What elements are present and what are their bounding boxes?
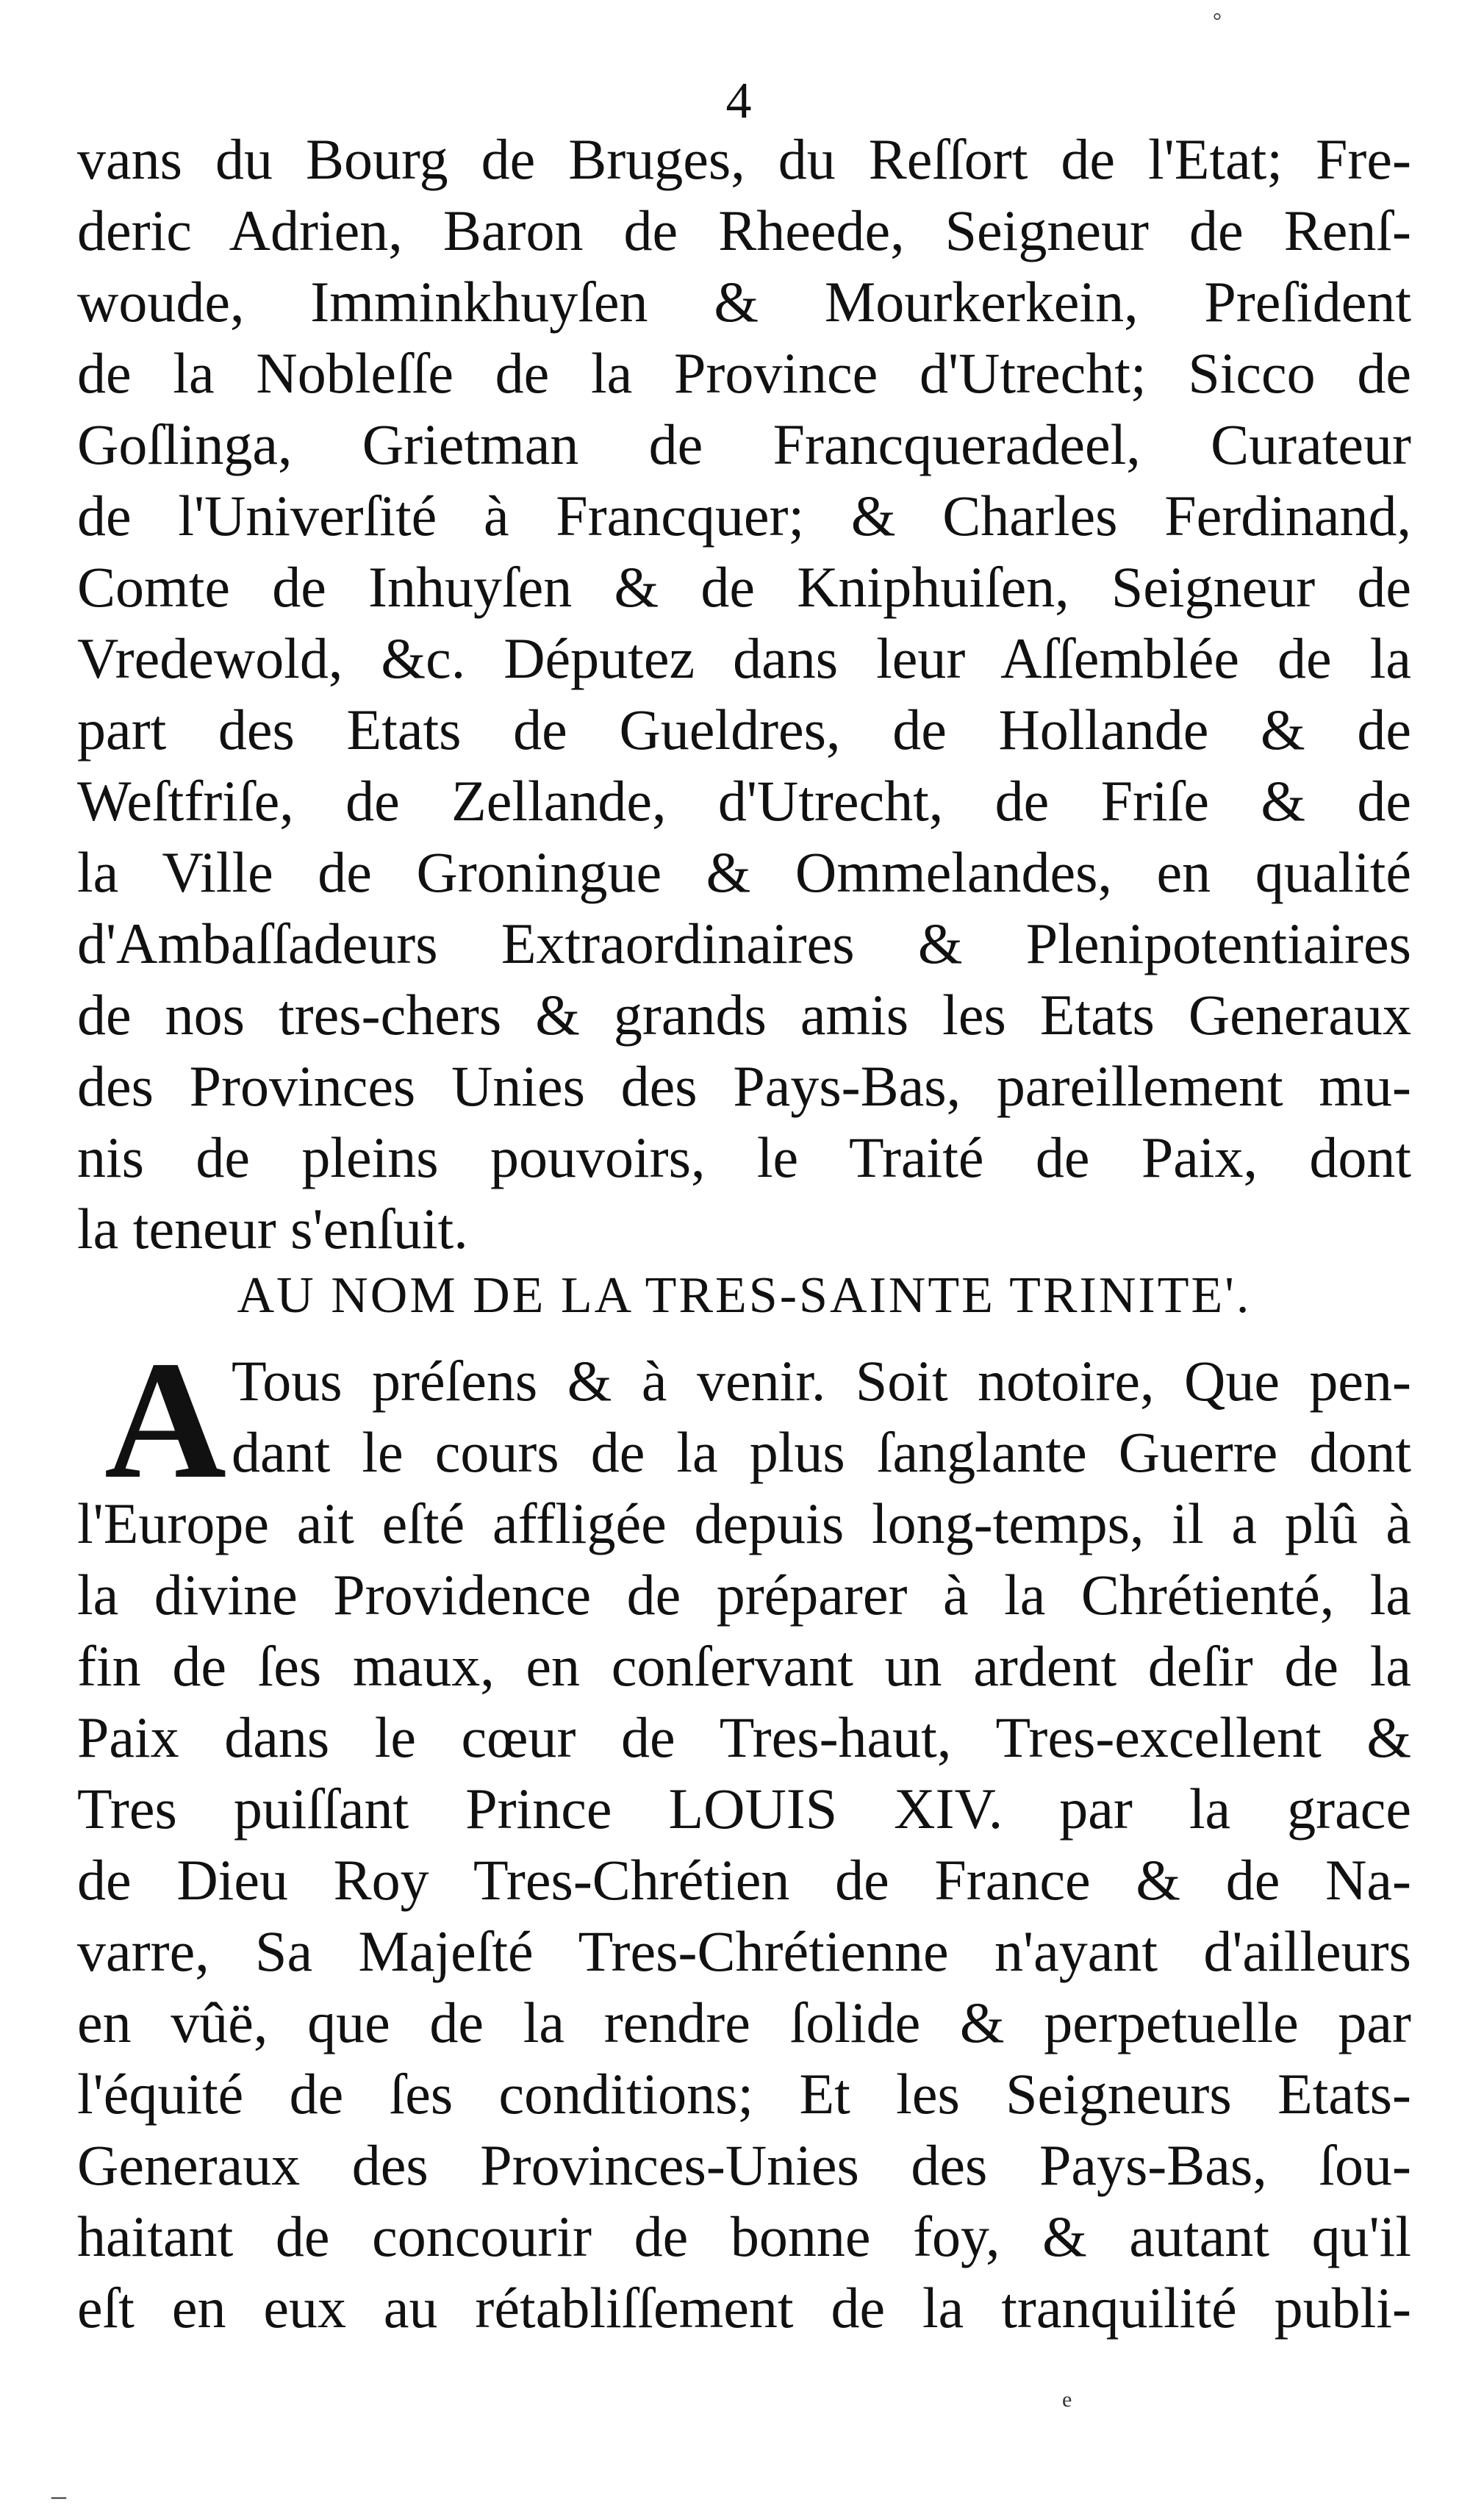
text-line: eſt en eux au rétabliſſement de la tranquilité publi-	[77, 2276, 1411, 2340]
paragraph-1	[77, 123, 1411, 1264]
text-line: fin de ſes maux, en conſervant un ardent deſir de la	[77, 1634, 1411, 1698]
text-line: Generaux des Provinces-Unies des Pays-Bas, ſou-	[77, 2133, 1411, 2197]
text-line: l'Europe ait eſté affligée depuis long-temps, il a plû à	[77, 1491, 1411, 1555]
text-line: part des Etats de Gueldres, de Hollande & de	[77, 698, 1411, 762]
paragraph-2	[77, 1326, 1411, 2343]
section-heading: AU NOM DE LA TRES-SAINTE TRINITE'.	[237, 1267, 1252, 1324]
scan-speck: e	[1062, 2387, 1072, 2412]
text-line: de la Nobleſſe de la Province d'Utrecht; Sicco de	[77, 341, 1411, 405]
page-number: 4	[725, 73, 752, 129]
text-line: de nos tres-chers & grands amis les Etats Generaux	[77, 983, 1411, 1047]
text-line: l'équité de ſes conditions; Et les Seigneurs Etats-	[77, 2062, 1411, 2126]
text-line: Goſlinga, Grietman de Francqueradeel, Curateur	[77, 412, 1411, 476]
text-line: deric Adrien, Baron de Rheede, Seigneur de Renſ-	[77, 198, 1411, 262]
text-line: woude, Imminkhuyſen & Mourkerkein, Preſident	[77, 270, 1411, 334]
text-line: varre, Sa Majeſté Tres-Chrétienne n'ayant d'ailleurs	[77, 1919, 1411, 1983]
text-line: Comte de Inhuyſen & de Kniphuiſen, Seigneur de	[77, 555, 1411, 619]
text-line: Tous préſens & à venir. Soit notoire, Que pen-	[232, 1349, 1411, 1413]
text-line: de l'Univerſité à Francquer; & Charles Ferdinand,	[77, 484, 1411, 548]
text-line: vans du Bourg de Bruges, du Reſſort de l'Etat; Fre-	[77, 127, 1411, 191]
text-line: la divine Providence de préparer à la Chrétienté, la	[77, 1563, 1411, 1627]
text-line: d'Ambaſſadeurs Extraordinaires & Plenipotentiaires	[77, 911, 1411, 975]
drop-cap: A	[104, 1326, 227, 1513]
scan-speck: –	[51, 2479, 66, 2512]
text-line: Weſtfriſe, de Zellande, d'Utrecht, de Friſe & de	[77, 769, 1411, 833]
text-line: la Ville de Groningue & Ommelandes, en qualité	[77, 840, 1411, 904]
text-line: nis de pleins pouvoirs, le Traité de Paix, dont	[77, 1125, 1411, 1189]
text-line: de Dieu Roy Tres-Chrétien de France & de Na-	[77, 1848, 1411, 1912]
text-line: Vredewold, &c. Députez dans leur Aſſemblée de la	[77, 626, 1411, 690]
text-line: Paix dans le cœur de Tres-haut, Tres-excellent &	[77, 1705, 1411, 1769]
text-line: haitant de concourir de bonne foy, & autant qu'il	[77, 2204, 1411, 2268]
text-line: des Provinces Unies des Pays-Bas, pareillement mu-	[77, 1054, 1411, 1118]
text-line: Tres puiſſant Prince LOUIS XIV. par la grace	[77, 1777, 1411, 1841]
text-line: la teneur s'enſuit.	[77, 1197, 468, 1261]
text-line: en vûë, que de la rendre ſolide & perpetuelle par	[77, 1991, 1411, 2054]
text-line: dant le cours de la plus ſanglante Guerre dont	[232, 1420, 1411, 1484]
scan-speck: °	[1213, 9, 1222, 33]
